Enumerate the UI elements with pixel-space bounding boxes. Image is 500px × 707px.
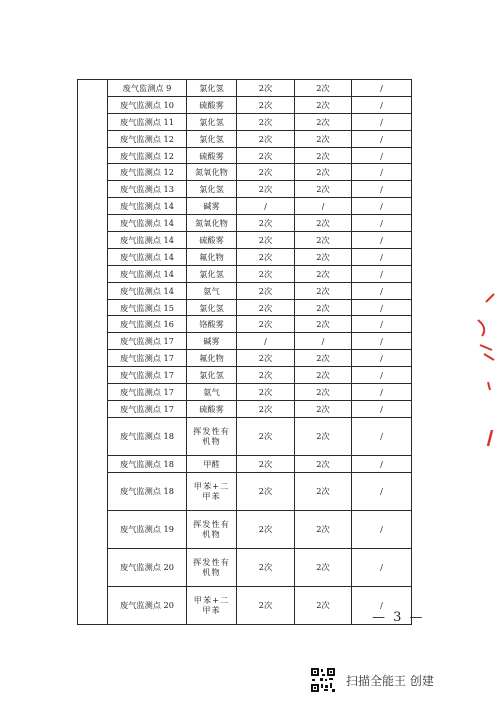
monitoring-point-cell: 废气监测点 13 (108, 181, 187, 198)
frequency-b-cell: 2次 (295, 164, 352, 181)
frequency-b-cell: 2次 (295, 350, 352, 367)
pollutant-cell: 氮氧化物 (187, 215, 237, 232)
monitoring-point-cell: 废气监测点 17 (108, 367, 187, 384)
note-cell: / (352, 181, 412, 198)
pollutant-cell: 氯化氢 (187, 80, 237, 97)
monitoring-point-cell: 废气监测点 15 (108, 299, 187, 316)
note-cell: / (352, 548, 412, 586)
monitoring-point-cell: 废气监测点 14 (108, 215, 187, 232)
frequency-a-cell: 2次 (237, 455, 295, 472)
pollutant-cell: 氯化氢 (187, 113, 237, 130)
monitoring-table (77, 79, 412, 625)
note-cell: / (352, 113, 412, 130)
frequency-b-cell: 2次 (295, 417, 352, 455)
monitoring-point-cell: 废气监测点 18 (108, 455, 187, 472)
monitoring-point-cell: 废气监测点 11 (108, 113, 187, 130)
note-cell: / (352, 333, 412, 350)
scanner-watermark (310, 667, 470, 693)
table-row (78, 586, 412, 624)
note-cell: / (352, 164, 412, 181)
page-number: — 3 — (372, 610, 425, 625)
note-cell: / (352, 265, 412, 282)
frequency-b-cell: / (295, 333, 352, 350)
frequency-b-cell: 2次 (295, 232, 352, 249)
table-row (78, 198, 412, 215)
table-row (78, 147, 412, 164)
pollutant-cell: 氨气 (187, 384, 237, 401)
frequency-b-cell: 2次 (295, 316, 352, 333)
pollutant-cell: 氯化氢 (187, 130, 237, 147)
monitoring-point-cell: 废气监测点 12 (108, 130, 187, 147)
frequency-a-cell: / (237, 198, 295, 215)
frequency-b-cell: 2次 (295, 80, 352, 97)
table-row (78, 265, 412, 282)
pollutant-cell: 甲苯+二甲苯 (187, 472, 237, 510)
frequency-b-cell: 2次 (295, 367, 352, 384)
frequency-a-cell: 2次 (237, 147, 295, 164)
monitoring-point-cell: 废气监测点 18 (108, 472, 187, 510)
pollutant-cell: 碱雾 (187, 198, 237, 215)
frequency-b-cell: 2次 (295, 472, 352, 510)
monitoring-point-cell: 废气监测点 17 (108, 333, 187, 350)
frequency-a-cell: 2次 (237, 417, 295, 455)
frequency-b-cell: 2次 (295, 586, 352, 624)
frequency-b-cell: 2次 (295, 455, 352, 472)
monitoring-point-cell: 废气监测点 17 (108, 400, 187, 417)
frequency-a-cell: 2次 (237, 350, 295, 367)
table-row (78, 113, 412, 130)
table-row (78, 472, 412, 510)
frequency-a-cell: 2次 (237, 282, 295, 299)
monitoring-point-cell: 废气监测点 10 (108, 96, 187, 113)
frequency-b-cell: 2次 (295, 265, 352, 282)
table-row (78, 299, 412, 316)
pollutant-cell: 挥发性有机物 (187, 417, 237, 455)
frequency-b-cell: 2次 (295, 181, 352, 198)
frequency-a-cell: 2次 (237, 586, 295, 624)
frequency-a-cell: 2次 (237, 232, 295, 249)
pollutant-cell: 硫酸雾 (187, 400, 237, 417)
frequency-a-cell: 2次 (237, 96, 295, 113)
table-row (78, 350, 412, 367)
table-row (78, 417, 412, 455)
merged-category-cell (78, 80, 108, 625)
monitoring-point-cell: 废气监测点 14 (108, 265, 187, 282)
note-cell: / (352, 130, 412, 147)
monitoring-point-cell: 废气监测点 14 (108, 282, 187, 299)
frequency-a-cell: 2次 (237, 80, 295, 97)
table-row (78, 130, 412, 147)
frequency-a-cell: 2次 (237, 265, 295, 282)
note-cell: / (352, 417, 412, 455)
pollutant-cell: 硫酸雾 (187, 96, 237, 113)
monitoring-point-cell: 废气监测点 14 (108, 232, 187, 249)
pollutant-cell: 硫酸雾 (187, 147, 237, 164)
frequency-b-cell: 2次 (295, 282, 352, 299)
frequency-b-cell: / (295, 198, 352, 215)
table-row (78, 80, 412, 97)
table-row (78, 181, 412, 198)
table-row (78, 248, 412, 265)
table-row (78, 510, 412, 548)
pollutant-cell: 挥发性有机物 (187, 510, 237, 548)
frequency-a-cell: 2次 (237, 299, 295, 316)
table-row (78, 400, 412, 417)
table-row (78, 548, 412, 586)
frequency-a-cell: 2次 (237, 548, 295, 586)
table-row (78, 282, 412, 299)
table-row (78, 215, 412, 232)
frequency-a-cell: 2次 (237, 113, 295, 130)
red-stamp-fragment (468, 290, 500, 450)
table-row (78, 384, 412, 401)
frequency-b-cell: 2次 (295, 215, 352, 232)
pollutant-cell: 硫酸雾 (187, 232, 237, 249)
monitoring-point-cell: 废气监测点 16 (108, 316, 187, 333)
monitoring-point-cell: 废气监测点 20 (108, 586, 187, 624)
note-cell: / (352, 400, 412, 417)
pollutant-cell: 氨气 (187, 282, 237, 299)
pollutant-cell: 氮氧化物 (187, 164, 237, 181)
monitoring-point-cell: 废气监测点 17 (108, 384, 187, 401)
monitoring-point-cell: 废气监测点 17 (108, 350, 187, 367)
pollutant-cell: 碱雾 (187, 333, 237, 350)
table-row (78, 333, 412, 350)
note-cell: / (352, 232, 412, 249)
frequency-a-cell: 2次 (237, 215, 295, 232)
watermark-text: 扫描全能王 创建 (346, 674, 434, 688)
note-cell: / (352, 215, 412, 232)
frequency-b-cell: 2次 (295, 96, 352, 113)
frequency-b-cell: 2次 (295, 147, 352, 164)
monitoring-table-body (78, 80, 412, 625)
pollutant-cell: 氯化氢 (187, 265, 237, 282)
monitoring-point-cell: 废气监测点 14 (108, 198, 187, 215)
table-row (78, 164, 412, 181)
monitoring-point-cell: 废气监测点 9 (108, 80, 187, 97)
note-cell: / (352, 455, 412, 472)
frequency-a-cell: 2次 (237, 510, 295, 548)
frequency-b-cell: 2次 (295, 248, 352, 265)
frequency-b-cell: 2次 (295, 400, 352, 417)
pollutant-cell: 甲苯+二甲苯 (187, 586, 237, 624)
frequency-a-cell: 2次 (237, 181, 295, 198)
table-row (78, 232, 412, 249)
monitoring-point-cell: 废气监测点 14 (108, 248, 187, 265)
note-cell: / (352, 350, 412, 367)
frequency-b-cell: 2次 (295, 510, 352, 548)
pollutant-cell: 氯化氢 (187, 181, 237, 198)
frequency-a-cell: 2次 (237, 400, 295, 417)
frequency-b-cell: 2次 (295, 384, 352, 401)
monitoring-point-cell: 废气监测点 18 (108, 417, 187, 455)
frequency-b-cell: 2次 (295, 548, 352, 586)
note-cell: / (352, 299, 412, 316)
table-row (78, 316, 412, 333)
table-row (78, 96, 412, 113)
monitoring-point-cell: 废气监测点 12 (108, 147, 187, 164)
note-cell: / (352, 586, 412, 624)
note-cell: / (352, 80, 412, 97)
frequency-a-cell: 2次 (237, 384, 295, 401)
pollutant-cell: 氯化氢 (187, 299, 237, 316)
frequency-a-cell: / (237, 333, 295, 350)
frequency-a-cell: 2次 (237, 472, 295, 510)
note-cell: / (352, 248, 412, 265)
frequency-a-cell: 2次 (237, 316, 295, 333)
monitoring-point-cell: 废气监测点 12 (108, 164, 187, 181)
qr-code-icon (310, 667, 336, 693)
note-cell: / (352, 316, 412, 333)
frequency-a-cell: 2次 (237, 367, 295, 384)
frequency-b-cell: 2次 (295, 130, 352, 147)
note-cell: / (352, 147, 412, 164)
frequency-a-cell: 2次 (237, 130, 295, 147)
pollutant-cell: 氯化氢 (187, 367, 237, 384)
table-row (78, 367, 412, 384)
monitoring-point-cell: 废气监测点 20 (108, 548, 187, 586)
pollutant-cell: 挥发性有机物 (187, 548, 237, 586)
pollutant-cell: 铬酸雾 (187, 316, 237, 333)
frequency-a-cell: 2次 (237, 248, 295, 265)
note-cell: / (352, 367, 412, 384)
monitoring-point-cell: 废气监测点 19 (108, 510, 187, 548)
pollutant-cell: 氟化物 (187, 248, 237, 265)
note-cell: / (352, 384, 412, 401)
frequency-b-cell: 2次 (295, 113, 352, 130)
pollutant-cell: 甲醛 (187, 455, 237, 472)
frequency-a-cell: 2次 (237, 164, 295, 181)
note-cell: / (352, 282, 412, 299)
note-cell: / (352, 96, 412, 113)
note-cell: / (352, 510, 412, 548)
pollutant-cell: 氟化物 (187, 350, 237, 367)
table-row (78, 455, 412, 472)
note-cell: / (352, 472, 412, 510)
frequency-b-cell: 2次 (295, 299, 352, 316)
note-cell: / (352, 198, 412, 215)
